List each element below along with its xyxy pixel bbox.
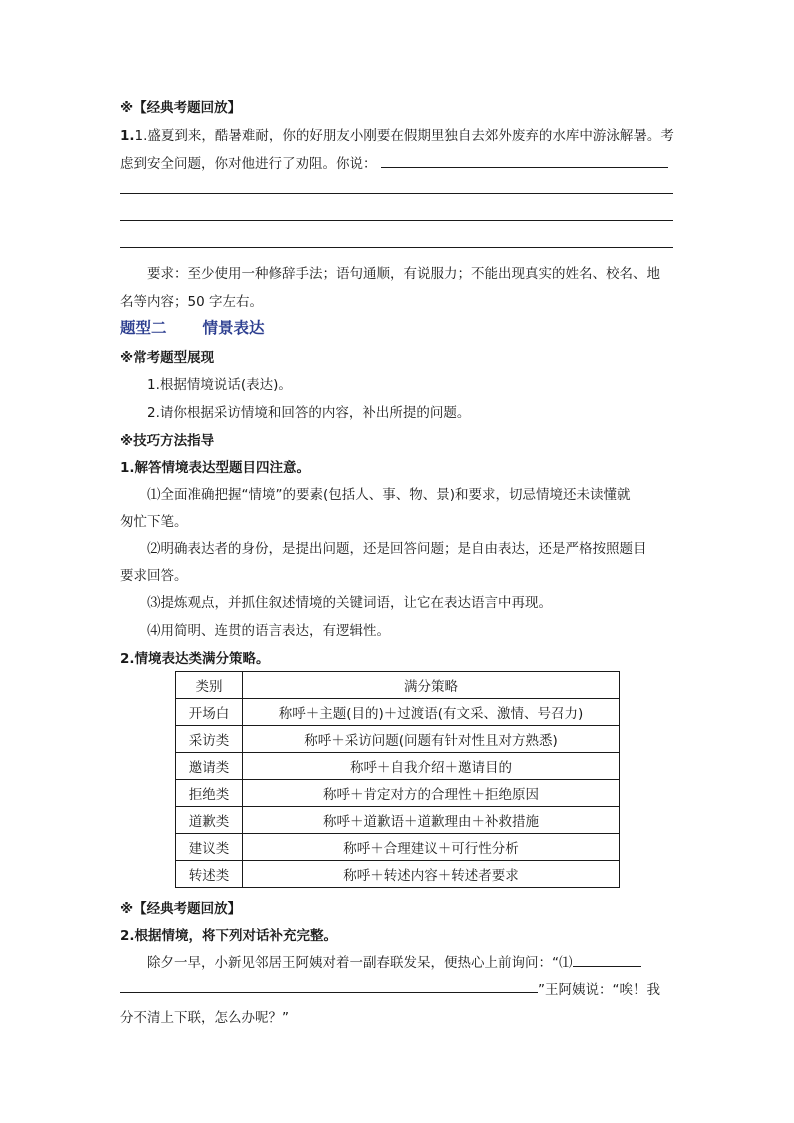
point1-line2: 匆忙下笔。: [120, 514, 188, 530]
common-item-2: 2.请你根据采访情境和回答的内容，补出所提的问题。: [147, 405, 471, 421]
table-cell-category: 道歉类: [176, 807, 243, 834]
table-cell-category: 开场白: [176, 699, 243, 726]
table-cell-category: 拒绝类: [176, 780, 243, 807]
requirement-line1: 要求：至少使用一种修辞手法；语句通顺，有说服力；不能出现真实的姓名、校名、地: [147, 266, 660, 282]
answer-blank-2a[interactable]: [573, 953, 641, 967]
answer-line-4[interactable]: [120, 992, 538, 993]
table-header-category: 类别: [176, 672, 243, 699]
table-cell-category: 转述类: [176, 861, 243, 888]
question1-line1: 1.1.盛夏到来，酷暑难耐，你的好朋友小刚要在假期里独自去郊外废弃的水库中游泳解暑。考: [120, 128, 674, 144]
question2-line3: 分不清上下联，怎么办呢？”: [120, 1010, 289, 1026]
point2-title: 2.情境表达类满分策略。: [120, 651, 270, 667]
table-cell-strategy: 称呼＋转述内容＋转述者要求: [243, 861, 620, 888]
type2-title: 题型二 情景表达: [120, 319, 265, 337]
point2-line1: ⑵明确表达者的身份，是提出问题，还是回答问题；是自由表达，还是严格按照题目: [147, 541, 647, 557]
point4: ⑷用简明、连贯的语言表达，有逻辑性。: [147, 623, 390, 639]
question1-line2: 虑到安全问题，你对他进行了劝阻。你说：: [120, 152, 673, 172]
method-heading: ※技巧方法指导: [120, 433, 215, 449]
table-row: [176, 861, 620, 888]
table-cell-category: 建议类: [176, 834, 243, 861]
answer-blank-1[interactable]: [381, 154, 668, 168]
table-header-row: [176, 672, 620, 699]
point3: ⑶提炼观点，并抓住叙述情境的关键词语，让它在表达语言中再现。: [147, 595, 552, 611]
table-cell-strategy: 称呼＋道歉语＋道歉理由＋补救措施: [243, 807, 620, 834]
question2-line2-tail: ”王阿姨说：“唉！我: [538, 982, 660, 998]
question2-title: 2.根据情境，将下列对话补充完整。: [120, 928, 338, 944]
strategy-table: [175, 671, 620, 888]
requirement-line2: 名等内容；50 字左右。: [120, 294, 263, 310]
table-row: [176, 753, 620, 780]
common-item-1: 1.根据情境说话(表达)。: [147, 377, 292, 393]
point1-title: 1.解答情境表达型题目四注意。: [120, 460, 311, 476]
table-cell-strategy: 称呼＋自我介绍＋邀请目的: [243, 753, 620, 780]
table-row: [176, 834, 620, 861]
answer-line-2[interactable]: [120, 220, 673, 221]
section2-heading: ※【经典考题回放】: [120, 901, 242, 917]
table-cell-category: 邀请类: [176, 753, 243, 780]
table-cell-strategy: 称呼＋合理建议＋可行性分析: [243, 834, 620, 861]
point2-line2: 要求回答。: [120, 568, 188, 584]
answer-line-1[interactable]: [120, 193, 673, 194]
question2-line1: 除夕一早，小新见邻居王阿姨对着一副春联发呆，便热心上前询问：“⑴: [147, 951, 641, 971]
table-row: [176, 807, 620, 834]
common-heading: ※常考题型展现: [120, 350, 215, 366]
table-cell-category: 采访类: [176, 726, 243, 753]
table-row: [176, 780, 620, 807]
table-header-strategy: 满分策略: [243, 672, 620, 699]
table-cell-strategy: 称呼＋采访问题(问题有针对性且对方熟悉): [243, 726, 620, 753]
answer-line-3[interactable]: [120, 247, 673, 248]
table-row: [176, 699, 620, 726]
table-cell-strategy: 称呼＋主题(目的)＋过渡语(有文采、激情、号召力): [243, 699, 620, 726]
table-cell-strategy: 称呼＋肯定对方的合理性＋拒绝原因: [243, 780, 620, 807]
point1-line1: ⑴全面准确把握“情境”的要素(包括人、事、物、景)和要求，切忌情境还未读懂就: [147, 487, 631, 503]
table-row: [176, 726, 620, 753]
section1-heading: ※【经典考题回放】: [120, 100, 242, 116]
